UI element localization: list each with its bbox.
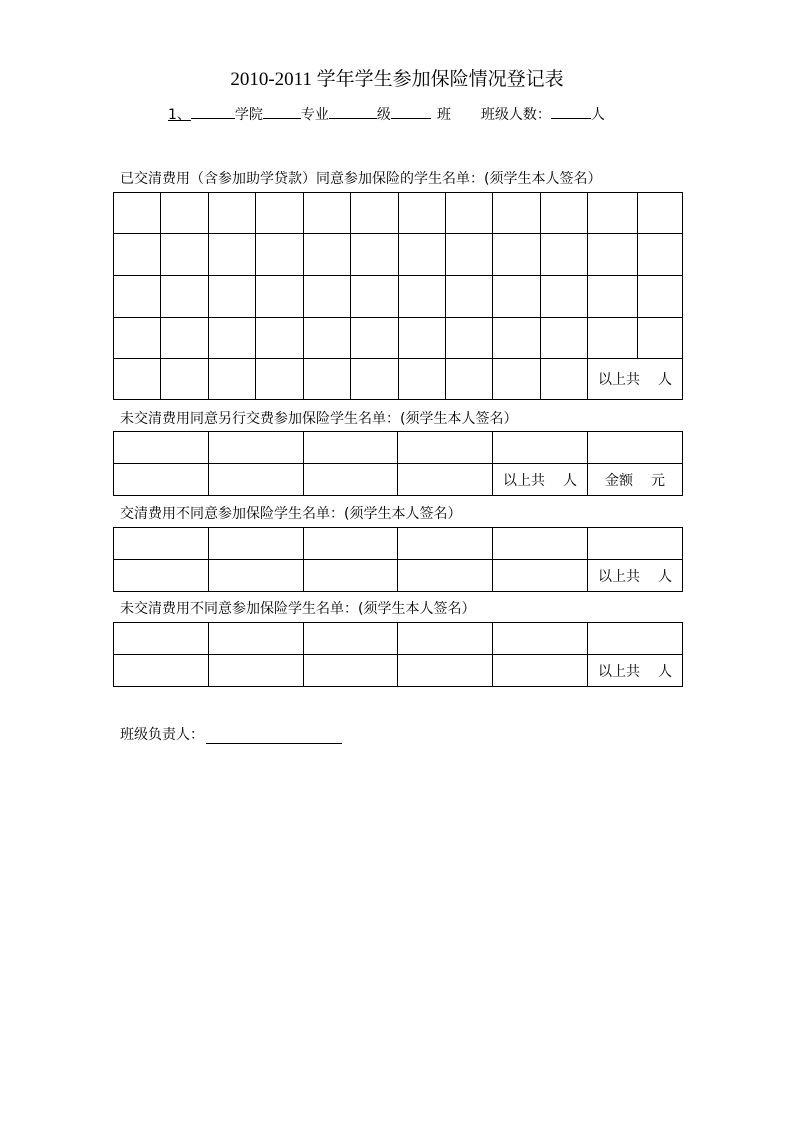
signature-cell[interactable] bbox=[304, 560, 398, 592]
table-row bbox=[114, 193, 683, 234]
signature-cell[interactable] bbox=[541, 359, 588, 400]
signature-cell[interactable] bbox=[541, 234, 588, 276]
signature-cell[interactable] bbox=[446, 276, 493, 318]
signature-cell[interactable] bbox=[161, 193, 209, 234]
section1-total-cell bbox=[588, 359, 683, 400]
signature-cell[interactable] bbox=[588, 234, 638, 276]
class-blank[interactable] bbox=[391, 104, 431, 119]
signature-cell[interactable] bbox=[398, 464, 493, 496]
signature-cell[interactable] bbox=[588, 528, 683, 560]
signature-cell[interactable] bbox=[493, 528, 588, 560]
total-unit: 人 bbox=[658, 663, 672, 680]
class-count-blank[interactable] bbox=[551, 104, 591, 119]
signature-cell[interactable] bbox=[398, 655, 493, 687]
signature-cell[interactable] bbox=[399, 359, 446, 400]
signature-cell[interactable] bbox=[209, 560, 304, 592]
signature-cell[interactable] bbox=[638, 318, 683, 359]
section3-total-cell bbox=[588, 560, 683, 592]
signature-cell[interactable] bbox=[114, 318, 161, 359]
signature-cell[interactable] bbox=[588, 318, 638, 359]
signature-cell[interactable] bbox=[588, 276, 638, 318]
signature-cell[interactable] bbox=[493, 655, 588, 687]
signature-cell[interactable] bbox=[304, 623, 398, 655]
signature-cell[interactable] bbox=[304, 432, 398, 464]
signature-cell[interactable] bbox=[256, 193, 304, 234]
signature-cell[interactable] bbox=[114, 234, 161, 276]
signature-cell[interactable] bbox=[399, 276, 446, 318]
signature-cell[interactable] bbox=[209, 193, 256, 234]
table-row bbox=[114, 623, 683, 655]
signature-cell[interactable] bbox=[588, 432, 683, 464]
total-prefix: 以上共 bbox=[598, 568, 640, 585]
signature-cell[interactable] bbox=[399, 234, 446, 276]
signature-cell[interactable] bbox=[114, 359, 161, 400]
signature-cell[interactable] bbox=[304, 464, 398, 496]
signature-cell[interactable] bbox=[114, 560, 209, 592]
section4-table bbox=[113, 622, 683, 687]
grade-label: 级 bbox=[376, 107, 391, 123]
signature-cell[interactable] bbox=[638, 234, 683, 276]
signature-cell[interactable] bbox=[161, 234, 209, 276]
signature-cell[interactable] bbox=[209, 464, 304, 496]
line-index: 1、 bbox=[168, 107, 191, 123]
signature-cell[interactable] bbox=[493, 276, 541, 318]
signature-cell[interactable] bbox=[114, 276, 161, 318]
signature-cell[interactable] bbox=[304, 234, 351, 276]
signature-cell[interactable] bbox=[161, 276, 209, 318]
signature-cell[interactable] bbox=[256, 234, 304, 276]
signature-cell[interactable] bbox=[638, 276, 683, 318]
signature-cell[interactable] bbox=[493, 432, 588, 464]
signature-cell[interactable] bbox=[304, 655, 398, 687]
signature-cell[interactable] bbox=[446, 359, 493, 400]
signature-cell[interactable] bbox=[493, 623, 588, 655]
signature-cell[interactable] bbox=[304, 318, 351, 359]
table-row bbox=[114, 276, 683, 318]
total-prefix: 以上共 bbox=[503, 472, 545, 489]
section1-label: 已交清费用（含参加助学贷款）同意参加保险的学生名单：(须学生本人签名） bbox=[120, 171, 602, 187]
signature-cell[interactable] bbox=[588, 193, 638, 234]
signature-cell[interactable] bbox=[399, 193, 446, 234]
total-unit: 人 bbox=[658, 372, 672, 388]
signature-cell[interactable] bbox=[351, 234, 399, 276]
section2-table bbox=[113, 431, 683, 496]
signature-cell[interactable] bbox=[351, 193, 399, 234]
signature-cell[interactable] bbox=[114, 655, 209, 687]
college-label: 学院 bbox=[234, 107, 263, 123]
signature-cell[interactable] bbox=[541, 276, 588, 318]
signature-cell[interactable] bbox=[209, 359, 256, 400]
signature-cell[interactable] bbox=[114, 528, 209, 560]
table-row bbox=[114, 560, 683, 592]
class-leader-signature bbox=[120, 724, 342, 744]
grade-blank[interactable] bbox=[329, 104, 377, 119]
signature-cell[interactable] bbox=[398, 560, 493, 592]
signature-cell[interactable] bbox=[638, 193, 683, 234]
signature-cell[interactable] bbox=[541, 193, 588, 234]
signature-cell[interactable] bbox=[446, 193, 493, 234]
table-row bbox=[114, 464, 683, 496]
table-row bbox=[114, 528, 683, 560]
section2-amount-cell bbox=[588, 464, 683, 496]
total-unit: 人 bbox=[658, 568, 672, 585]
signature-cell[interactable] bbox=[304, 528, 398, 560]
signature-cell[interactable] bbox=[398, 623, 493, 655]
total-prefix: 以上共 bbox=[598, 372, 640, 388]
signature-cell[interactable] bbox=[161, 318, 209, 359]
signature-cell[interactable] bbox=[398, 528, 493, 560]
major-blank[interactable] bbox=[263, 104, 301, 119]
table-row bbox=[114, 318, 683, 359]
signature-cell[interactable] bbox=[256, 359, 304, 400]
class-leader-label: 班级负责人： bbox=[120, 727, 204, 743]
signature-cell[interactable] bbox=[161, 359, 209, 400]
college-blank[interactable] bbox=[191, 104, 235, 119]
signature-cell[interactable] bbox=[114, 623, 209, 655]
section4-total-cell bbox=[588, 655, 683, 687]
amount-unit: 元 bbox=[651, 472, 665, 489]
table-row bbox=[114, 234, 683, 276]
signature-cell[interactable] bbox=[114, 464, 209, 496]
section3-label: 交清费用不同意参加保险学生名单：(须学生本人签名） bbox=[120, 506, 462, 522]
signature-cell[interactable] bbox=[304, 359, 351, 400]
signature-cell[interactable] bbox=[493, 359, 541, 400]
class-count-label: 班级人数： bbox=[480, 107, 551, 123]
amount-prefix: 金额 bbox=[605, 472, 633, 489]
signature-cell[interactable] bbox=[209, 528, 304, 560]
table-row bbox=[114, 359, 683, 400]
signature-cell[interactable] bbox=[399, 318, 446, 359]
signature-cell[interactable] bbox=[541, 318, 588, 359]
signature-cell[interactable] bbox=[209, 234, 256, 276]
class-info-line bbox=[168, 104, 605, 124]
signature-cell[interactable] bbox=[114, 193, 161, 234]
signature-cell[interactable] bbox=[209, 655, 304, 687]
signature-cell[interactable] bbox=[351, 318, 399, 359]
signature-cell[interactable] bbox=[209, 276, 256, 318]
major-label: 专业 bbox=[300, 107, 329, 123]
signature-cell[interactable] bbox=[351, 276, 399, 318]
signature-cell[interactable] bbox=[256, 318, 304, 359]
signature-cell[interactable] bbox=[493, 193, 541, 234]
signature-cell[interactable] bbox=[398, 432, 493, 464]
table-row bbox=[114, 432, 683, 464]
signature-cell[interactable] bbox=[588, 623, 683, 655]
person-unit: 人 bbox=[590, 107, 605, 123]
total-unit: 人 bbox=[563, 472, 577, 489]
signature-cell[interactable] bbox=[351, 359, 399, 400]
table-row bbox=[114, 655, 683, 687]
page-title: 2010-2011 学年学生参加保险情况登记表 bbox=[230, 69, 564, 90]
section4-label: 未交清费用不同意参加保险学生名单：(须学生本人签名） bbox=[120, 601, 476, 617]
signature-cell[interactable] bbox=[493, 234, 541, 276]
class-leader-blank[interactable] bbox=[206, 728, 342, 744]
signature-cell[interactable] bbox=[209, 318, 256, 359]
section1-table bbox=[113, 192, 683, 400]
signature-cell[interactable] bbox=[493, 560, 588, 592]
section3-table bbox=[113, 527, 683, 592]
class-label: 班 bbox=[436, 107, 451, 123]
signature-cell[interactable] bbox=[209, 623, 304, 655]
signature-cell[interactable] bbox=[446, 234, 493, 276]
signature-cell[interactable] bbox=[209, 432, 304, 464]
section2-total-cell bbox=[493, 464, 588, 496]
section2-label: 未交清费用同意另行交费参加保险学生名单：(须学生本人签名） bbox=[120, 411, 518, 427]
signature-cell[interactable] bbox=[493, 318, 541, 359]
signature-cell[interactable] bbox=[304, 276, 351, 318]
signature-cell[interactable] bbox=[446, 318, 493, 359]
signature-cell[interactable] bbox=[256, 276, 304, 318]
total-prefix: 以上共 bbox=[598, 663, 640, 680]
signature-cell[interactable] bbox=[114, 432, 209, 464]
signature-cell[interactable] bbox=[304, 193, 351, 234]
